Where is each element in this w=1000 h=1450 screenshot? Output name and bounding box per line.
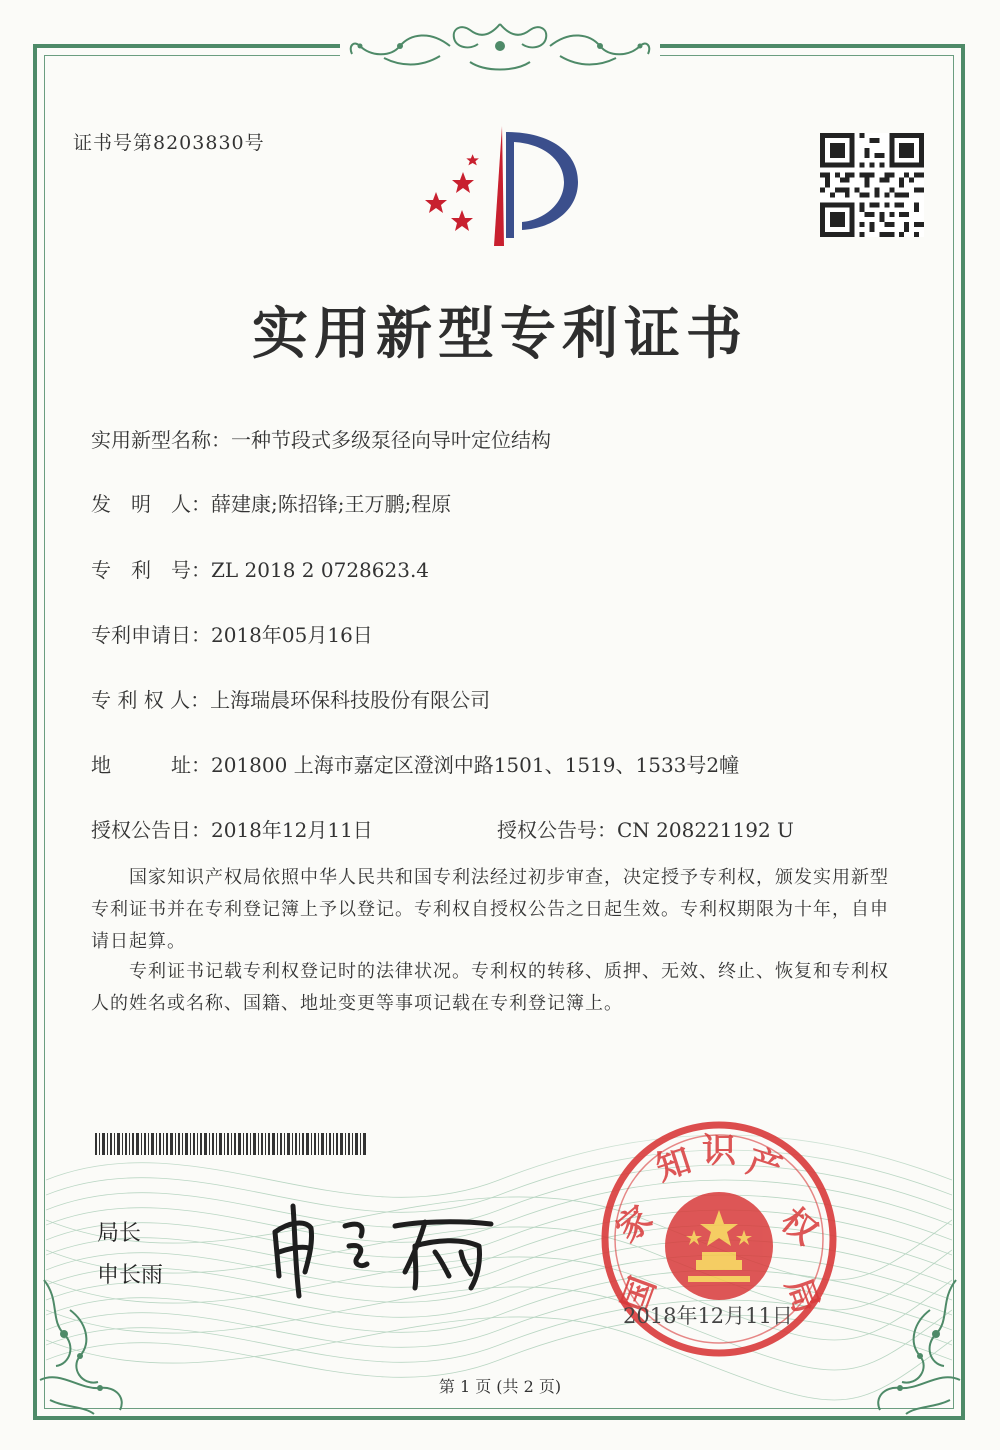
- cnipa-emblem-icon: [418, 122, 588, 250]
- field-label: 专利申请日：: [91, 623, 211, 647]
- page-indicator: 第 1 页 (共 2 页): [438, 1377, 562, 1396]
- svg-text:局: 局: [777, 1272, 827, 1319]
- field-label: 专 利 权 人：: [91, 688, 211, 712]
- director-title: 局长: [97, 1221, 142, 1246]
- field-inventors: [91, 488, 451, 517]
- seal-date: 2018年12月11日: [623, 1304, 793, 1328]
- bottom-left-ornament: [30, 1270, 140, 1420]
- certificate-number: 证书号第8203830号: [73, 132, 265, 154]
- svg-text:识: 识: [702, 1131, 736, 1171]
- bottom-right-ornament: [860, 1270, 970, 1420]
- field-address: [91, 749, 739, 778]
- field-value: 薛建康;陈招锋;王万鹏;程原: [211, 492, 452, 516]
- svg-text:国: 国: [614, 1271, 665, 1318]
- field-filing-date: [91, 619, 373, 648]
- field-label: 专 利 号：: [91, 558, 211, 582]
- field-grant-date: [91, 814, 373, 843]
- field-patentee: [91, 684, 490, 713]
- director-signature: [265, 1192, 505, 1302]
- field-utility-model-name: [91, 424, 551, 453]
- field-label: 授权公告日：: [91, 818, 211, 842]
- barcode-icon: [95, 1133, 367, 1155]
- field-label: 实用新型名称：: [91, 428, 231, 452]
- field-grant-number: [497, 814, 794, 843]
- svg-text:知: 知: [651, 1140, 696, 1190]
- field-label: 地 址：: [91, 753, 211, 777]
- field-value: ZL 2018 2 0728623.4: [211, 558, 430, 582]
- field-value: 一种节段式多级泵径向导叶定位结构: [231, 428, 551, 452]
- field-value: CN 208221192 U: [617, 818, 794, 842]
- field-value: 2018年12月11日: [211, 818, 373, 842]
- qr-code-icon: [820, 133, 924, 237]
- legal-status-paragraph: 专利证书记载专利权登记时的法律状况。专利权的转移、质押、无效、终止、恢复和专利权人的姓名或名称、国籍、地址变更等事项记载在专利登记簿上。: [91, 961, 889, 1014]
- field-label: 授权公告号：: [497, 818, 617, 842]
- field-value: 201800 上海市嘉定区澄浏中路1501、1519、1533号2幢: [211, 753, 740, 777]
- field-patent-number: [91, 554, 429, 583]
- svg-text:家: 家: [608, 1198, 661, 1251]
- director-name: 申长雨: [97, 1263, 164, 1288]
- field-label: 发 明 人：: [91, 492, 211, 516]
- svg-text:权: 权: [773, 1200, 825, 1253]
- certificate-title: 实用新型专利证书: [252, 301, 748, 367]
- svg-text:产: 产: [741, 1141, 787, 1190]
- top-ornament: [340, 16, 660, 76]
- field-value: 2018年05月16日: [211, 623, 373, 647]
- field-value: 上海瑞晨环保科技股份有限公司: [210, 688, 491, 712]
- statement-paragraph: 国家知识产权局依照中华人民共和国专利法经过初步审查，决定授予专利权，颁发实用新型专利证书并在专利登记簿上予以登记。专利权自授权公告之日起生效。专利权期限为十年，自申请日起算。: [91, 867, 889, 952]
